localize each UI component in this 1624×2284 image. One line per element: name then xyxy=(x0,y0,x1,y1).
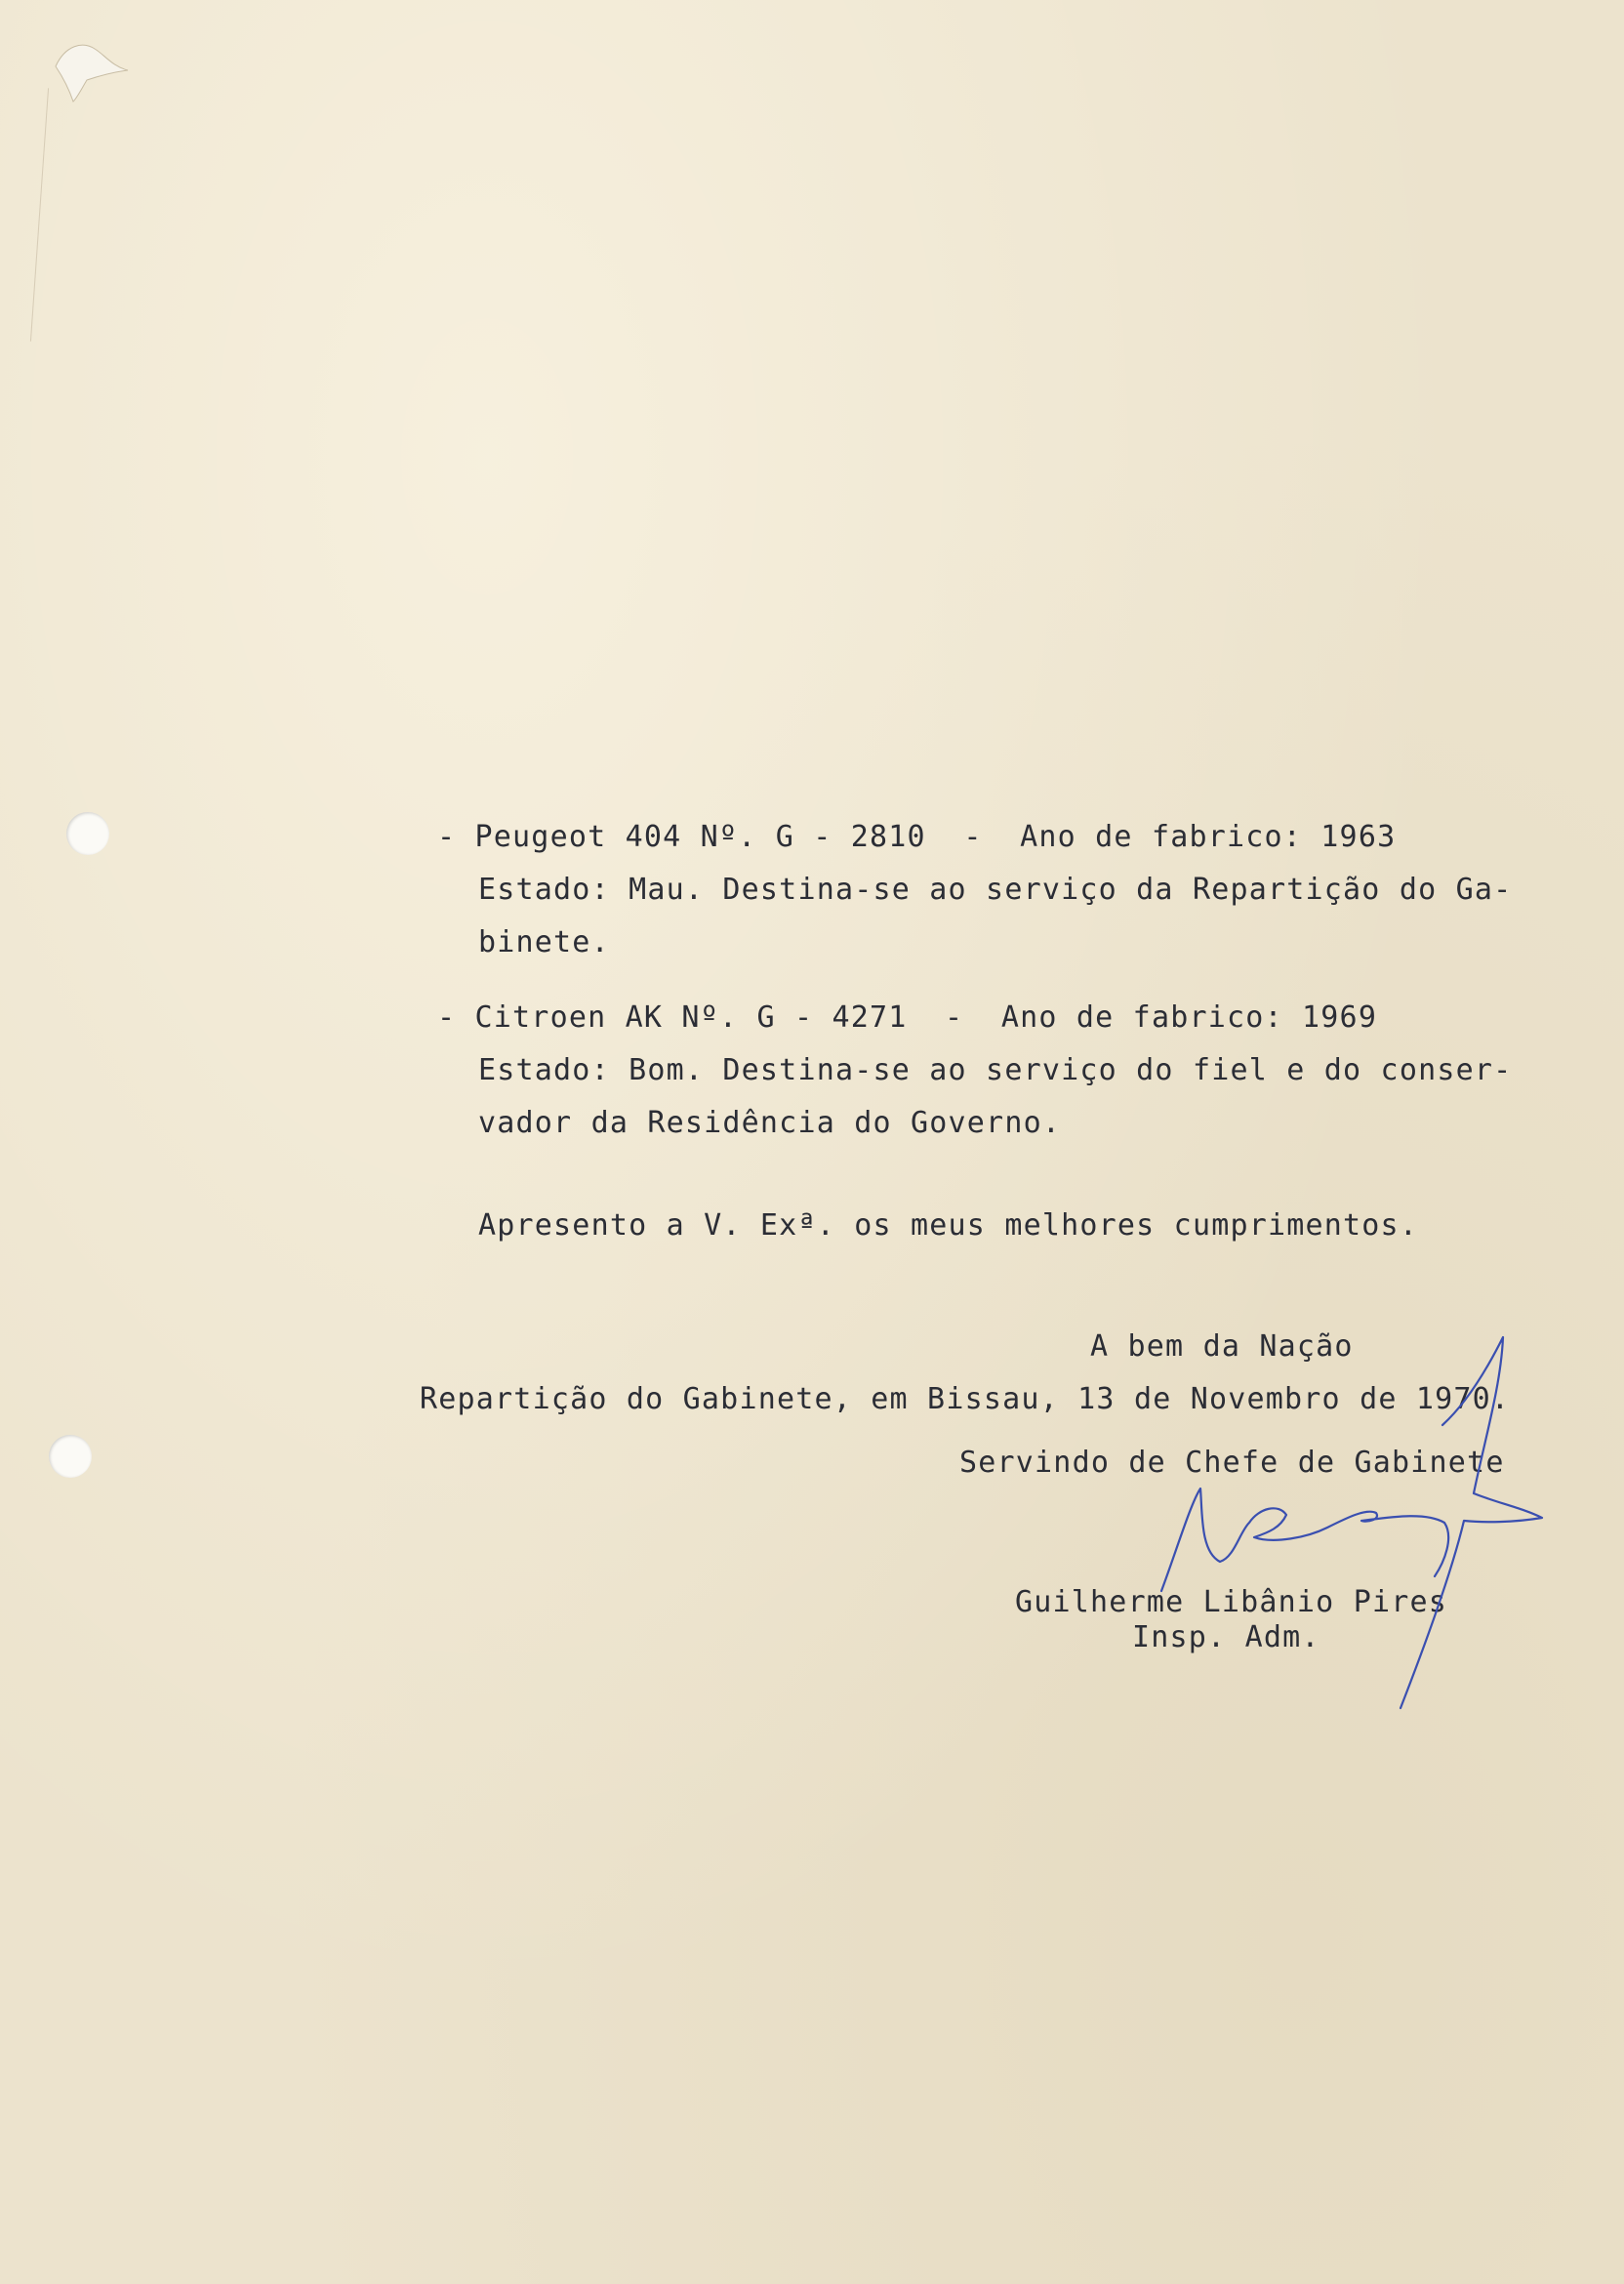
place-and-date: Repartição do Gabinete, em Bissau, 13 de Novembro de 1970. xyxy=(420,1382,1511,1416)
torn-corner-mark xyxy=(54,37,132,105)
closing-formula: A bem da Nação xyxy=(1090,1329,1354,1364)
signer-title: Insp. Adm. xyxy=(1132,1620,1320,1654)
vehicle-item-2-description-end: vador da Residência do Governo. xyxy=(478,1106,1062,1140)
greeting-paragraph: Apresento a V. Exª. os meus melhores cumprimentos. xyxy=(478,1208,1419,1243)
vehicle-item-1-title: - Peugeot 404 Nº. G - 2810 - Ano de fabrico: 1963 xyxy=(437,820,1397,854)
signature-stroke-main xyxy=(1161,1489,1448,1591)
signer-name: Guilherme Libânio Pires xyxy=(1015,1585,1448,1619)
punch-hole-upper xyxy=(66,812,109,855)
vehicle-item-2-title: - Citroen AK Nº. G - 4271 - Ano de fabrico: 1969 xyxy=(437,1000,1378,1035)
vehicle-item-1-description: Estado: Mau. Destina-se ao serviço da Repartição do Ga- xyxy=(478,873,1513,907)
vehicle-item-1-description-end: binete. xyxy=(478,925,610,959)
vehicle-item-2-description: Estado: Bom. Destina-se ao serviço do fiel e do conser- xyxy=(478,1053,1513,1087)
punch-hole-lower xyxy=(49,1435,92,1478)
paper-fold-line xyxy=(30,88,49,341)
signer-role: Servindo de Chefe de Gabinete xyxy=(959,1446,1505,1480)
